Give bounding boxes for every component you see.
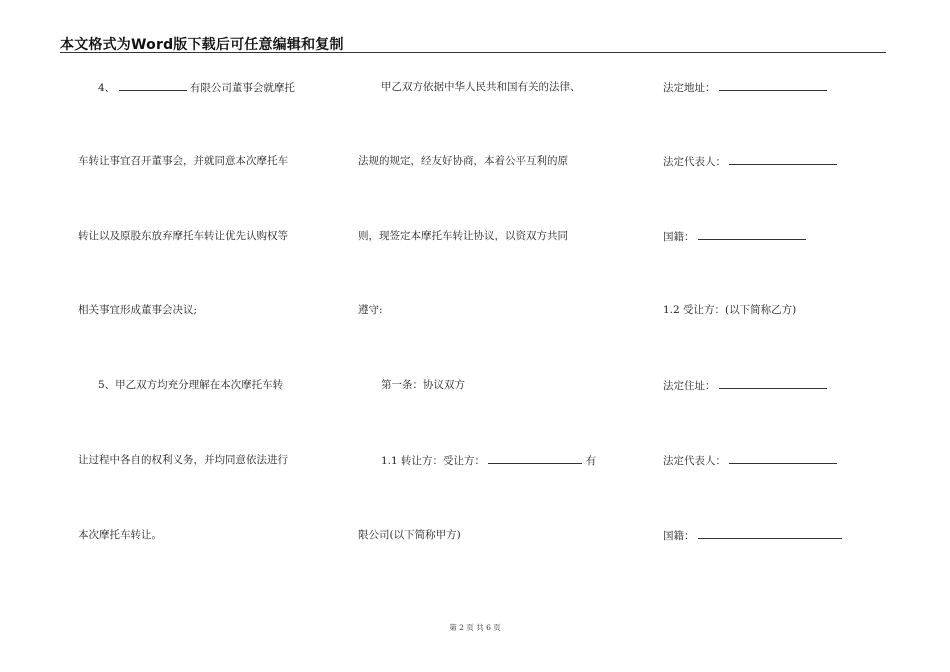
right-line-3 <box>663 229 806 244</box>
right-line-7-label: 国籍： <box>663 530 695 542</box>
middle-line-4: 遵守: <box>358 304 383 316</box>
left-line-5: 5、甲乙双方均充分理解在本次摩托车转 <box>98 379 284 391</box>
right-line-1 <box>663 80 827 95</box>
right-line-1-label: 法定地址： <box>663 82 716 94</box>
right-line-5-label: 法定住址： <box>663 380 716 392</box>
middle-line-5: 第一条：协议双方 <box>381 379 465 391</box>
right-line-5 <box>663 378 827 393</box>
fill-in-blank[interactable] <box>488 453 582 464</box>
middle-line-6-suffix: 有 <box>585 455 597 467</box>
left-line-3: 转让以及原股东放弃摩托车转让优先认购权等 <box>78 230 288 242</box>
middle-line-6-prefix: 1.1 转让方：受让方： <box>381 455 486 467</box>
right-line-4: 1.2 受让方：(以下简称乙方) <box>663 304 797 316</box>
fill-in-blank[interactable] <box>729 154 837 165</box>
left-line-1-prefix: 4、 <box>98 82 116 94</box>
fill-in-blank[interactable] <box>729 453 837 464</box>
middle-line-7: 限公司(以下简称甲方) <box>358 529 461 541</box>
document-header-title: 本文格式为Word版下载后可任意编辑和复制 <box>60 37 344 53</box>
fill-in-blank[interactable] <box>119 80 187 91</box>
right-line-2-label: 法定代表人： <box>663 156 726 168</box>
left-line-7: 本次摩托车转让。 <box>78 529 162 541</box>
fill-in-blank[interactable] <box>719 378 827 389</box>
middle-line-6 <box>381 453 596 468</box>
right-line-6-label: 法定代表人： <box>663 455 726 467</box>
left-line-1-suffix: 有限公司董事会就摩托 <box>189 82 295 94</box>
right-line-6 <box>663 453 837 468</box>
left-line-4: 相关事宜形成董事会决议; <box>78 304 198 316</box>
middle-line-3: 则，现签定本摩托车转让协议，以资双方共同 <box>358 230 568 242</box>
fill-in-blank[interactable] <box>719 80 827 91</box>
left-line-6: 让过程中各自的权利义务，并均同意依法进行 <box>78 454 288 466</box>
fill-in-blank[interactable] <box>698 229 806 240</box>
page-number-footer: 第 2 页 共 6 页 <box>449 623 501 632</box>
left-line-2: 车转让事宜召开董事会，并就同意本次摩托车 <box>78 155 288 167</box>
right-line-7 <box>663 528 842 543</box>
middle-line-1: 甲乙双方依据中华人民共和国有关的法律、 <box>381 81 581 93</box>
right-line-2 <box>663 154 837 169</box>
middle-line-2: 法规的规定，经友好协商，本着公平互利的原 <box>358 155 568 167</box>
right-line-3-label: 国籍： <box>663 231 695 243</box>
header-divider <box>60 52 886 53</box>
left-line-1 <box>98 80 295 95</box>
fill-in-blank[interactable] <box>698 528 842 539</box>
